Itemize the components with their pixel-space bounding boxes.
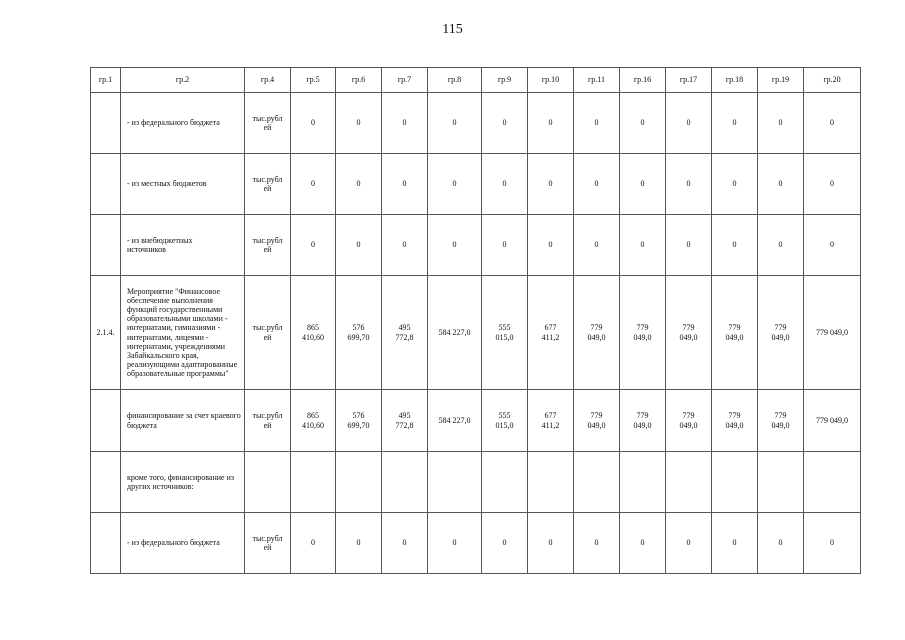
value-cell: 0 xyxy=(428,154,482,215)
row-number-cell: 2.1.4. xyxy=(91,276,121,390)
value-cell xyxy=(804,452,861,513)
value-cell: 0 xyxy=(382,513,428,574)
row-name-cell: - из внебюджетных источников xyxy=(121,215,245,276)
value-cell: 0 xyxy=(574,154,620,215)
value-cell: 779 049,0 xyxy=(666,276,712,390)
value-cell: 0 xyxy=(482,154,528,215)
value-cell: 0 xyxy=(620,513,666,574)
value-cell: 584 227,0 xyxy=(428,276,482,390)
value-cell: 0 xyxy=(291,154,336,215)
value-cell: 0 xyxy=(758,513,804,574)
value-cell: 677 411,2 xyxy=(528,390,574,452)
value-cell: 0 xyxy=(528,93,574,154)
value-cell: 555 015,0 xyxy=(482,390,528,452)
value-cell: 0 xyxy=(620,215,666,276)
value-cell xyxy=(482,452,528,513)
header-row xyxy=(91,68,861,93)
value-cell xyxy=(382,452,428,513)
value-cell: 0 xyxy=(336,154,382,215)
value-cell: 0 xyxy=(804,93,861,154)
unit-cell: тыс.рубл ей xyxy=(245,390,291,452)
column-header: гр.17 xyxy=(666,68,712,93)
value-cell: 779 049,0 xyxy=(712,276,758,390)
value-cell: 0 xyxy=(336,93,382,154)
column-header: гр.7 xyxy=(382,68,428,93)
value-cell: 495 772,8 xyxy=(382,390,428,452)
value-cell xyxy=(528,452,574,513)
value-cell: 0 xyxy=(528,513,574,574)
value-cell: 0 xyxy=(382,93,428,154)
column-header: гр.16 xyxy=(620,68,666,93)
unit-cell: тыс.рубл ей xyxy=(245,93,291,154)
value-cell xyxy=(712,452,758,513)
page-number: 115 xyxy=(442,22,463,37)
row-number-cell xyxy=(91,154,121,215)
value-cell xyxy=(666,452,712,513)
value-cell: 0 xyxy=(528,154,574,215)
table-row xyxy=(91,513,861,574)
value-cell: 0 xyxy=(758,93,804,154)
value-cell: 0 xyxy=(804,513,861,574)
column-header: гр.8 xyxy=(428,68,482,93)
value-cell: 0 xyxy=(804,154,861,215)
value-cell: 555 015,0 xyxy=(482,276,528,390)
value-cell: 0 xyxy=(666,154,712,215)
row-number-cell xyxy=(91,215,121,276)
value-cell: 576 699,70 xyxy=(336,390,382,452)
row-name-cell: - из федерального бюджета xyxy=(121,93,245,154)
value-cell: 779 049,0 xyxy=(574,276,620,390)
value-cell: 0 xyxy=(712,93,758,154)
value-cell: 779 049,0 xyxy=(620,390,666,452)
value-cell: 865 410,60 xyxy=(291,276,336,390)
table-row xyxy=(91,215,861,276)
row-name-cell: - из местных бюджетов xyxy=(121,154,245,215)
column-header: гр.5 xyxy=(291,68,336,93)
value-cell: 0 xyxy=(804,215,861,276)
table-row xyxy=(91,390,861,452)
budget-table xyxy=(90,67,861,574)
column-header: гр.1 xyxy=(91,68,121,93)
row-name-cell: Мероприятие "Финансовое обеспечение выполнения функций государственными образовательными школами - интернатами, гимназиями - интернатами, лицеями - интернатами, учреждениями Забайкальского края, реализующими адаптированные образовательные программы" xyxy=(121,276,245,390)
value-cell: 779 049,0 xyxy=(804,276,861,390)
column-header: гр.6 xyxy=(336,68,382,93)
column-header: гр.20 xyxy=(804,68,861,93)
value-cell: 495 772,8 xyxy=(382,276,428,390)
value-cell xyxy=(574,452,620,513)
value-cell xyxy=(336,452,382,513)
value-cell: 779 049,0 xyxy=(712,390,758,452)
value-cell: 0 xyxy=(291,93,336,154)
value-cell: 0 xyxy=(712,215,758,276)
value-cell: 779 049,0 xyxy=(620,276,666,390)
value-cell: 0 xyxy=(758,154,804,215)
unit-cell: тыс.рубл ей xyxy=(245,215,291,276)
value-cell: 779 049,0 xyxy=(574,390,620,452)
value-cell: 0 xyxy=(620,93,666,154)
value-cell: 0 xyxy=(482,513,528,574)
row-number-cell xyxy=(91,390,121,452)
row-name-cell: финансирование за счет краевого бюджета xyxy=(121,390,245,452)
value-cell: 0 xyxy=(336,215,382,276)
column-header: гр.9 xyxy=(482,68,528,93)
column-header: гр.10 xyxy=(528,68,574,93)
value-cell xyxy=(758,452,804,513)
value-cell: 0 xyxy=(528,215,574,276)
value-cell: 0 xyxy=(666,93,712,154)
unit-cell: тыс.рубл ей xyxy=(245,513,291,574)
value-cell: 0 xyxy=(382,215,428,276)
column-header: гр.4 xyxy=(245,68,291,93)
value-cell: 0 xyxy=(712,513,758,574)
value-cell: 0 xyxy=(428,215,482,276)
value-cell: 677 411,2 xyxy=(528,276,574,390)
value-cell: 779 049,0 xyxy=(804,390,861,452)
column-header: гр.19 xyxy=(758,68,804,93)
value-cell: 0 xyxy=(758,215,804,276)
unit-cell: тыс.рубл ей xyxy=(245,154,291,215)
value-cell: 779 049,0 xyxy=(758,276,804,390)
value-cell: 0 xyxy=(666,215,712,276)
row-number-cell xyxy=(91,93,121,154)
row-name-cell: - из федерального бюджета xyxy=(121,513,245,574)
value-cell: 0 xyxy=(291,215,336,276)
value-cell: 865 410,60 xyxy=(291,390,336,452)
value-cell: 0 xyxy=(666,513,712,574)
value-cell: 0 xyxy=(620,154,666,215)
value-cell: 0 xyxy=(428,93,482,154)
column-header: гр.18 xyxy=(712,68,758,93)
value-cell xyxy=(620,452,666,513)
value-cell: 0 xyxy=(336,513,382,574)
row-number-cell xyxy=(91,452,121,513)
value-cell: 0 xyxy=(712,154,758,215)
table-row xyxy=(91,276,861,390)
value-cell: 0 xyxy=(574,93,620,154)
value-cell: 576 699,70 xyxy=(336,276,382,390)
value-cell: 0 xyxy=(291,513,336,574)
value-cell: 0 xyxy=(574,513,620,574)
value-cell xyxy=(291,452,336,513)
value-cell: 0 xyxy=(382,154,428,215)
value-cell: 584 227,0 xyxy=(428,390,482,452)
value-cell: 779 049,0 xyxy=(666,390,712,452)
table-row xyxy=(91,452,861,513)
row-number-cell xyxy=(91,513,121,574)
value-cell xyxy=(428,452,482,513)
value-cell: 779 049,0 xyxy=(758,390,804,452)
value-cell: 0 xyxy=(482,215,528,276)
table-row xyxy=(91,93,861,154)
column-header: гр.2 xyxy=(121,68,245,93)
value-cell: 0 xyxy=(482,93,528,154)
column-header: гр.11 xyxy=(574,68,620,93)
table-row xyxy=(91,154,861,215)
unit-cell: тыс.рубл ей xyxy=(245,276,291,390)
unit-cell xyxy=(245,452,291,513)
row-name-cell: кроме того, финансирование из других источников: xyxy=(121,452,245,513)
value-cell: 0 xyxy=(428,513,482,574)
value-cell: 0 xyxy=(574,215,620,276)
